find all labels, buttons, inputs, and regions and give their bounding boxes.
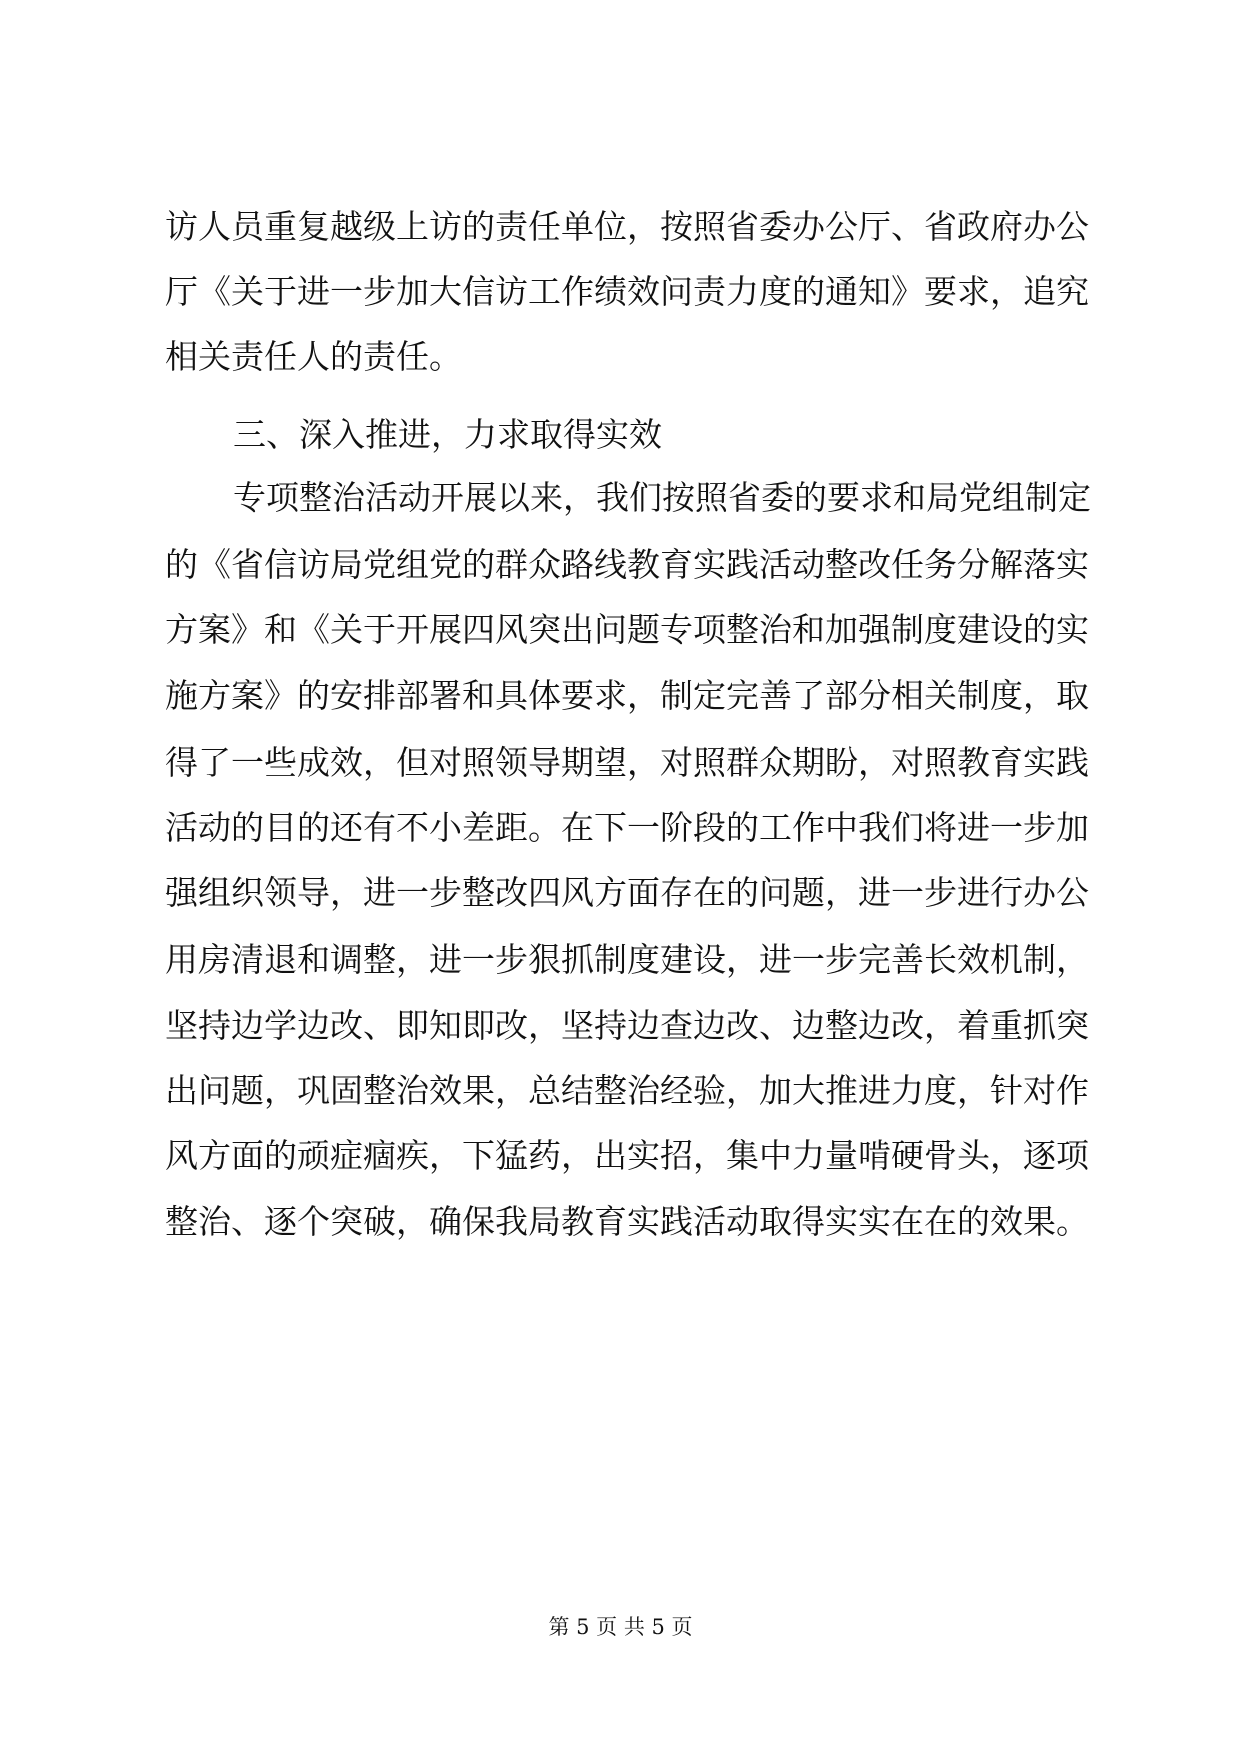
- text-line: 得了一些成效，但对照领导期望，对照群众期盼，对照教育实践: [165, 743, 1089, 782]
- text-line: 专项整治活动开展以来，我们按照省委的要求和局党组制定: [233, 478, 1091, 517]
- text-line: 活动的目的还有不小差距。在下一阶段的工作中我们将进一步加: [165, 808, 1089, 847]
- text-line: 出问题，巩固整治效果，总结整治经验，加大推进力度，针对作: [165, 1071, 1089, 1110]
- text-line: 方案》和《关于开展四风突出问题专项整治和加强制度建设的实: [165, 610, 1089, 649]
- section-heading: 三、深入推进，力求取得实效: [233, 415, 662, 454]
- text-line: 风方面的顽症痼疾，下猛药，出实招，集中力量啃硬骨头，逐项: [165, 1136, 1089, 1175]
- text-line: 强组织领导，进一步整改四风方面存在的问题，进一步进行办公: [165, 873, 1089, 912]
- text-line: 用房清退和调整，进一步狠抓制度建设，进一步完善长效机制，: [165, 940, 1089, 979]
- text-line: 厅《关于进一步加大信访工作绩效问责力度的通知》要求，追究: [165, 272, 1089, 311]
- text-line: 坚持边学边改、即知即改，坚持边查边改、边整边改，着重抓突: [165, 1006, 1089, 1045]
- text-line: 的《省信访局党组党的群众路线教育实践活动整改任务分解落实: [165, 545, 1089, 584]
- text-line: 访人员重复越级上访的责任单位，按照省委办公厅、省政府办公: [165, 207, 1089, 246]
- page-number-footer: 第 5 页 共 5 页: [548, 1615, 693, 1639]
- text-line: 相关责任人的责任。: [165, 337, 462, 376]
- text-line: 整治、逐个突破，确保我局教育实践活动取得实实在在的效果。: [165, 1202, 1089, 1241]
- text-line: 施方案》的安排部署和具体要求，制定完善了部分相关制度，取: [165, 676, 1089, 715]
